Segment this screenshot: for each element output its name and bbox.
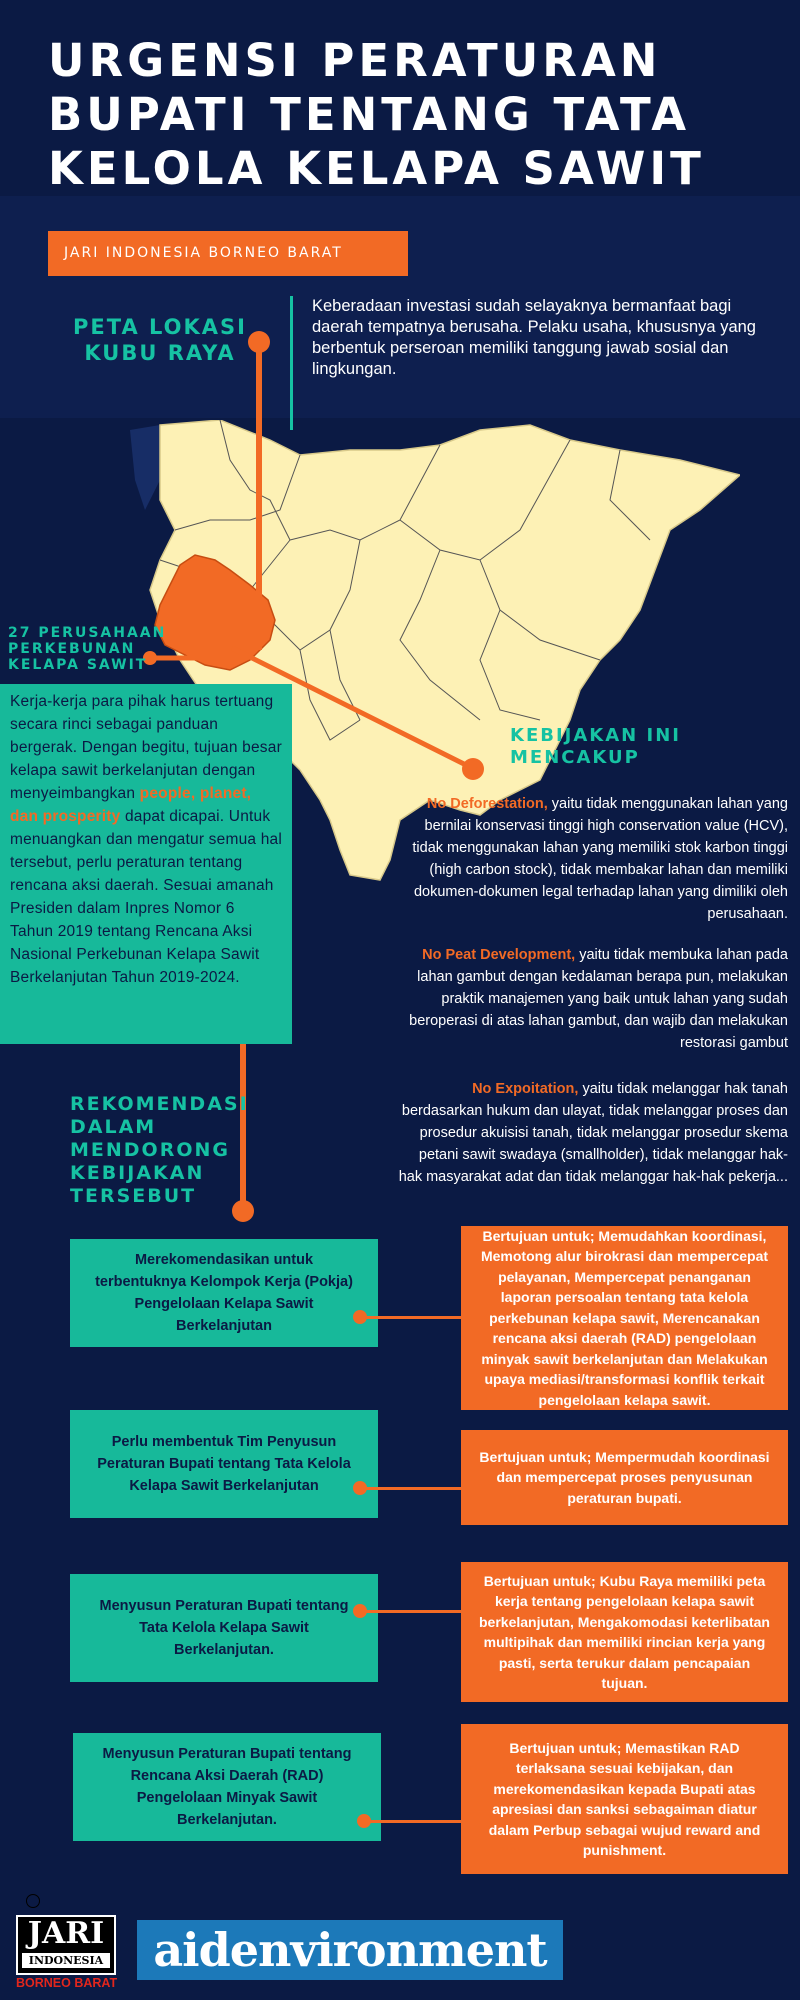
rec-dot-1 — [353, 1310, 367, 1324]
title-line-1: URGENSI PERATURAN — [48, 34, 662, 87]
policy-text: yaitu tidak melanggar hak tanah berdasarkan hukum dan ulayat, tidak melanggar proses dan prosedur akuisisi tanah, tidak melanggar prosedur skema petani sawit swadaya (smallholder), tidak melanggar hak-hak masyarakat adat dan tidak melanggar hak-hak pekerja... — [398, 1081, 788, 1185]
recommendation-goal-4: Bertujuan untuk; Memastikan RAD terlaksana sesuai kebijakan, dan merekomendasikan kepada Bupati atas apresiasi dan sanksi sebagaiman diatur dalam Perbup sebagai wujud reward and punishment. — [461, 1724, 788, 1874]
policy-no-peat-development — [404, 944, 788, 1054]
policy-label: No Deforestation, — [426, 796, 548, 812]
policy-heading — [510, 725, 770, 769]
left-panel-highlight: people, planet, dan prosperity — [10, 785, 252, 825]
policy-no-exploitation — [398, 1078, 788, 1188]
policy-heading-line-2: MENCAKUP — [510, 747, 640, 768]
small-circle-mark — [26, 1894, 40, 1908]
jari-logo-region: BORNEO BARAT — [16, 1976, 118, 1990]
rec-heading-line-5: TERSEBUT — [70, 1185, 197, 1207]
left-panel-text-after: dapat dicapai. Untuk menuangkan dan mengatur semua hal tersebut, perlu peraturan tentang rencana aksi daerah. Sesuai amanah Presiden dalam Inpres Nomor 6 Tahun 2019 tentang Rencana Aksi Nasional Perkebunan Kelapa Sawit Berkelanjutan Tahun 2019-2024. — [10, 808, 282, 986]
rec-heading-line-4: KEBIJAKAN — [70, 1162, 205, 1184]
rec-heading-line-1: REKOMENDASI — [70, 1093, 249, 1115]
companies-label — [8, 625, 168, 673]
rec-heading-line-2: DALAM — [70, 1116, 157, 1138]
rec-connector-4 — [364, 1820, 462, 1823]
companies-label-line-1: 27 PERUSAHAAN — [8, 625, 167, 641]
map-heading-line-1: PETA LOKASI — [73, 315, 247, 339]
rec-heading-line-3: MENDORONG — [70, 1139, 230, 1161]
companies-label-line-2: PERKEBUNAN — [8, 641, 136, 657]
jari-logo-main: JARI — [27, 1916, 105, 1951]
aidenvironment-logo: aidenvironment — [137, 1920, 563, 1980]
policy-heading-line-1: KEBIJAKAN INI — [510, 725, 681, 746]
recommendation-action-2: Perlu membentuk Tim Penyusun Peraturan Bupati tentang Tata Kelola Kelapa Sawit Berkelanjutan — [70, 1410, 378, 1518]
title-line-3: KELOLA KELAPA SAWIT — [48, 142, 705, 195]
map-heading-line-2: KUBU RAYA — [84, 341, 236, 365]
policy-text: yaitu tidak membuka lahan pada lahan gambut dengan kedalaman berapa pun, melakukan praktik manajemen yang baik untuk lahan yang sudah beroperasi di atas lahan gambut, dan wajib dan melakukan restorasi gambut — [409, 947, 788, 1051]
rec-connector-2 — [360, 1487, 462, 1490]
jari-indonesia-logo — [16, 1915, 116, 1991]
recommendation-goal-1: Bertujuan untuk; Memudahkan koordinasi, Memotong alur birokrasi dan mempercepat pelayanan, Mempercepat penanganan laporan persoalan tentang tata kelola perkebunan kelapa sawit, Merencanakan rencana aksi daerah (RAD) pengelolaan minyak sawit berkelanjutan dan Melakukan upaya mediasi/transformasi konflik terkait pengelolaan kelapa sawit. — [461, 1226, 788, 1410]
recommendation-goal-2: Bertujuan untuk; Mempermudah koordinasi dan mempercepat proses penyusunan peraturan bupati. — [461, 1430, 788, 1525]
jari-logo-sub: INDONESIA — [22, 1953, 110, 1968]
policy-label: No Peat Development, — [422, 947, 576, 963]
policy-no-deforestation — [404, 793, 788, 925]
intro-text: Keberadaan investasi sudah selayaknya bermanfaat bagi daerah tempatnya berusaha. Pelaku usaha, khususnya yang berbentuk perseroan memiliki tanggung jawab sosial dan lingkungan. — [312, 297, 756, 378]
rec-dot-4 — [357, 1814, 371, 1828]
rec-dot-3 — [353, 1604, 367, 1618]
rec-connector-1 — [360, 1316, 462, 1319]
policy-marker-dot — [462, 758, 484, 780]
rec-dot-2 — [353, 1481, 367, 1495]
recommendation-action-1: Merekomendasikan untuk terbentuknya Kelompok Kerja (Pokja) Pengelolaan Kelapa Sawit Berkelanjutan — [70, 1239, 378, 1347]
map-location-dot — [248, 331, 270, 353]
recommendation-action-3: Menyusun Peraturan Bupati tentang Tata Kelola Kelapa Sawit Berkelanjutan. — [70, 1574, 378, 1682]
recommendation-goal-3: Bertujuan untuk; Kubu Raya memiliki peta kerja tentang pengelolaan kelapa sawit berkelanjutan, Mengakomodasi keterlibatan multipihak dan memiliki rincian kerja yang pasti, serta terukur dalam pencapaian tujuan. — [461, 1562, 788, 1702]
policy-label: No Expoitation, — [472, 1081, 579, 1097]
title-line-2: BUPATI TENTANG TATA — [48, 88, 691, 141]
left-info-panel — [0, 684, 292, 1044]
organization-badge: JARI INDONESIA BORNEO BARAT — [48, 231, 408, 276]
left-panel-text-before: Kerja-kerja para pihak harus tertuang secara rinci sebagai panduan bergerak. Dengan begitu, tujuan besar kelapa sawit berkelanjutan dengan menyeimbangkan — [10, 693, 282, 802]
recommendation-action-4: Menyusun Peraturan Bupati tentang Rencana Aksi Daerah (RAD) Pengelolaan Minyak Sawit Berkelanjutan. — [73, 1733, 381, 1841]
policy-text: yaitu tidak menggunakan lahan yang bernilai konservasi tinggi high conservation value (HCV), tidak menggunakan lahan yang memiliki stok karbon tinggi (high carbon stock), tidak membakar lahan dan memiliki dokumen-dokumen legal terhadap lahan yang dimiliki oleh perusahaan. — [412, 796, 788, 922]
rec-connector-3 — [360, 1610, 462, 1613]
companies-label-line-3: KELAPA SAWIT — [8, 657, 148, 673]
page-title — [48, 34, 768, 196]
recommendations-heading — [70, 1093, 270, 1208]
